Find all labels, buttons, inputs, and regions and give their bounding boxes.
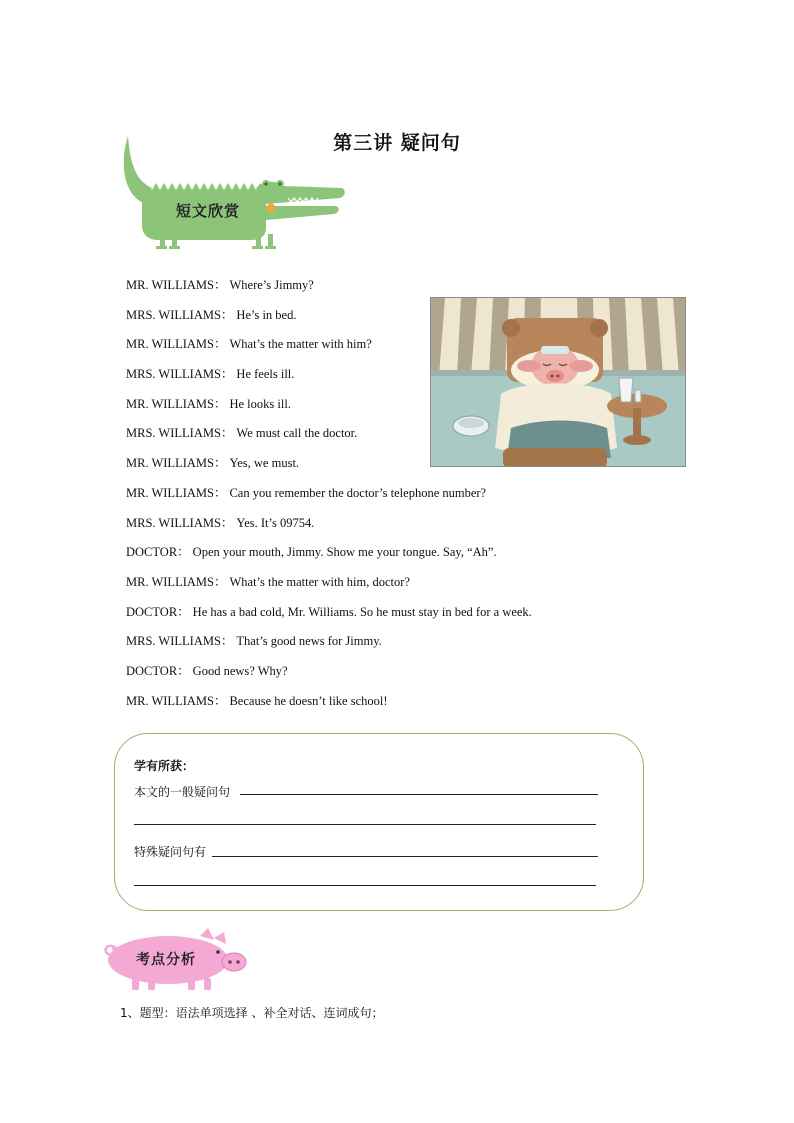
utterance: Yes, we must. — [229, 456, 300, 471]
learn-box-title: 学有所获： — [134, 759, 195, 773]
utterance: Where’s Jimmy? — [229, 278, 314, 292]
answer-line[interactable] — [240, 794, 598, 795]
speaker: MRS. WILLIAMS： — [126, 426, 234, 441]
speaker: MR. WILLIAMS： — [126, 574, 227, 589]
utterance: What’s the matter with him, doctor? — [229, 574, 410, 589]
utterance: He feels ill. — [236, 367, 295, 382]
answer-line[interactable] — [134, 885, 596, 886]
sick-pig-in-bed-icon — [431, 298, 686, 467]
answer-line[interactable] — [134, 824, 596, 825]
utterance: Can you remember the doctor’s telephone number? — [229, 485, 487, 500]
speaker: MR. WILLIAMS： — [126, 396, 227, 411]
speaker: MR. WILLIAMS： — [126, 278, 227, 292]
general-question-label: 本文的一般疑问句 — [134, 785, 231, 799]
speaker: MR. WILLIAMS： — [126, 337, 227, 352]
speaker: MRS. WILLIAMS： — [126, 634, 234, 649]
crocodile-badge-icon — [116, 130, 348, 254]
dialogue-line — [126, 543, 532, 573]
utterance: That’s good news for Jimmy. — [236, 634, 382, 649]
section-label-exam-analysis: 考点分析 — [136, 952, 196, 968]
speaker: MRS. WILLIAMS： — [126, 367, 234, 382]
utterance: Yes. It’s 09754. — [236, 515, 315, 530]
utterance: Because he doesn’t like school! — [229, 693, 388, 708]
utterance: We must call the doctor. — [236, 426, 358, 441]
sick-pig-illustration — [430, 297, 686, 467]
dialogue-line — [126, 692, 532, 722]
dialogue-line — [126, 573, 532, 603]
dialogue-line — [126, 662, 532, 692]
utterance: He’s in bed. — [236, 307, 297, 322]
speaker: DOCTOR： — [126, 604, 190, 619]
utterance: He looks ill. — [229, 396, 291, 411]
exam-point-item: 1、题型：语法单项选择 、补全对话、连词成句； — [120, 1006, 384, 1020]
speaker: MR. WILLIAMS： — [126, 456, 227, 471]
speaker: MRS. WILLIAMS： — [126, 515, 234, 530]
utterance: Good news? Why? — [192, 663, 288, 678]
utterance: He has a bad cold, Mr. Williams. So he must stay in bed for a week. — [192, 604, 532, 619]
dialogue-line — [126, 632, 532, 662]
speaker: MR. WILLIAMS： — [126, 693, 227, 708]
section-label-reading: 短文欣赏 — [176, 202, 241, 220]
page-title: 第三讲 疑问句 — [333, 132, 461, 154]
dialogue-line — [126, 514, 532, 544]
dialogue-line — [126, 603, 532, 633]
special-question-label: 特殊疑问句有 — [134, 845, 207, 859]
speaker: MRS. WILLIAMS： — [126, 307, 234, 322]
utterance: Open your mouth, Jimmy. Show me your tongue. Say, “Ah”. — [192, 545, 497, 560]
speaker: DOCTOR： — [126, 663, 190, 678]
answer-line[interactable] — [212, 856, 598, 857]
speaker: MR. WILLIAMS： — [126, 485, 227, 500]
speaker: DOCTOR： — [126, 545, 190, 560]
utterance: What’s the matter with him? — [229, 337, 372, 352]
dialogue-line — [126, 484, 532, 514]
